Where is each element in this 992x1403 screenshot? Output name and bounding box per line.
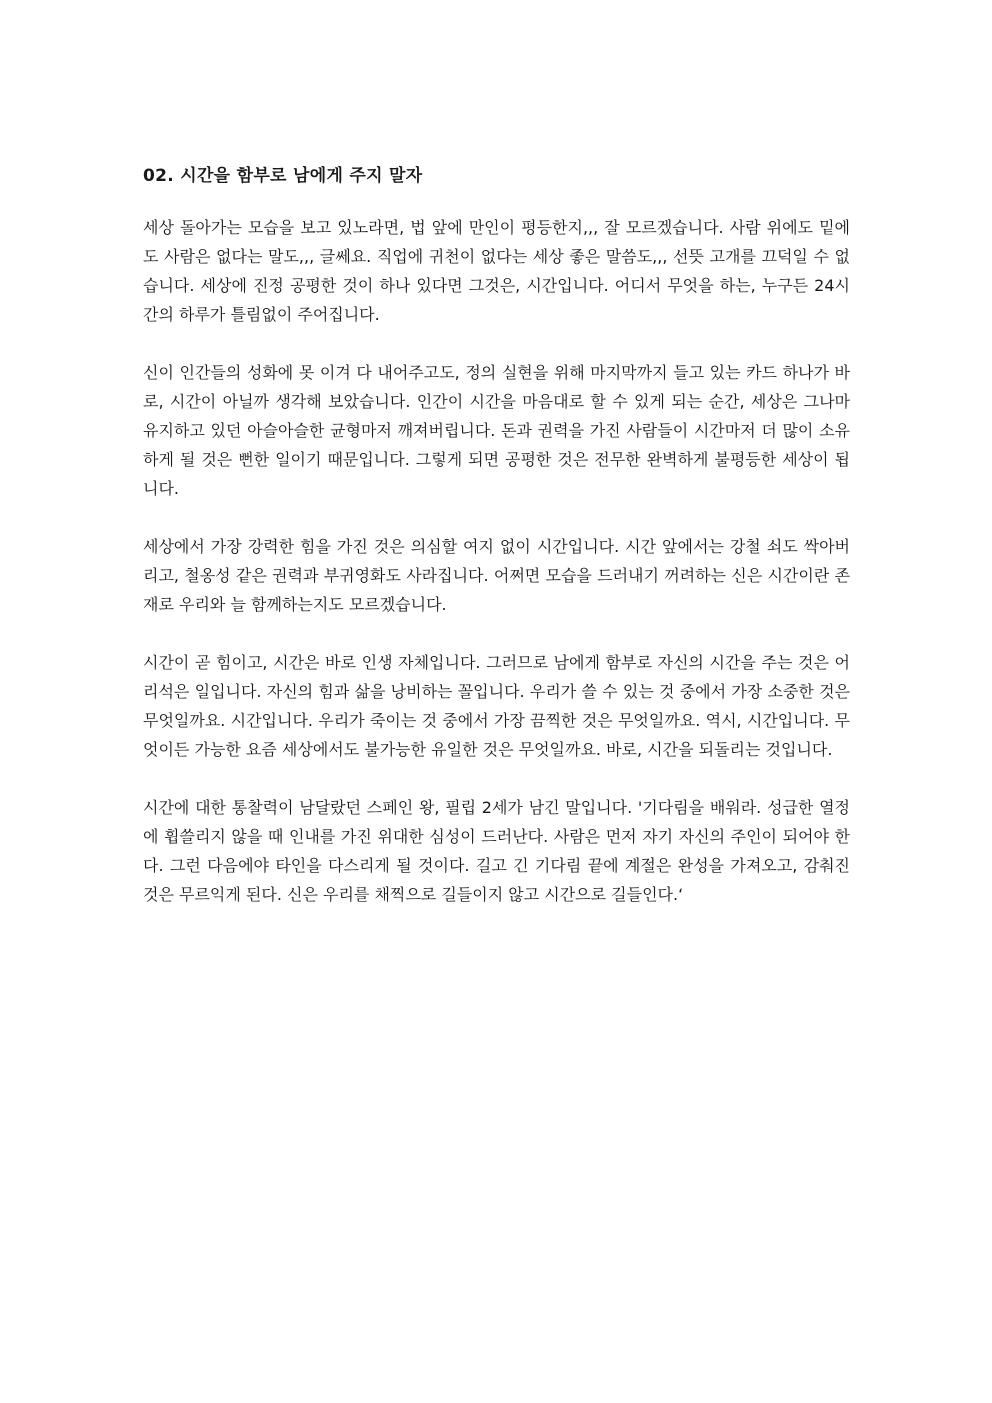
section-heading: 02. 시간을 함부로 남에게 주지 말자 (143, 166, 423, 186)
paragraph-5: 시간에 대한 통찰력이 남달랐던 스페인 왕, 필립 2세가 남긴 말입니다. '기다림을 배워라. 성급한 열정에 휩쓸리지 않을 때 인내를 가진 위대한 심성이 드러난다. 사람은 먼저 자기 자신의 주인이 되어야 한다. 그런 다음에야 타인을 다스리게 될 것이다. 길고 긴 기다림 끝에 계절은 완성을 가져오고, 감춰진 것은 무르익게 된다. 신은 우리를 채찍으로 길들이지 않고 시간으로 길들인다.‘ (143, 798, 850, 904)
paragraph-2: 신이 인간들의 성화에 못 이겨 다 내어주고도, 정의 실현을 위해 마지막까지 들고 있는 카드 하나가 바로, 시간이 아닐까 생각해 보았습니다. 인간이 시간을 마음대로 할 수 있게 되는 순간, 세상은 그나마 유지하고 있던 아슬아슬한 균형마저 깨져버립니다. 돈과 권력을 가진 사람들이 시간마저 더 많이 소유하게 될 것은 뻔한 일이기 때문입니다. 그렇게 되면 공평한 것은 전무한 완벽하게 불평등한 세상이 됩니다. (143, 363, 850, 498)
paragraph-4: 시간이 곧 힘이고, 시간은 바로 인생 자체입니다. 그러므로 남에게 함부로 자신의 시간을 주는 것은 어리석은 일입니다. 자신의 힘과 삶을 낭비하는 꼴입니다. 우리가 쓸 수 있는 것 중에서 가장 소중한 것은 무엇일까요. 시간입니다. 우리가 죽이는 것 중에서 가장 끔찍한 것은 무엇일까요. 역시, 시간입니다. 무엇이든 가능한 요즘 세상에서도 불가능한 유일한 것은 무엇일까요. 바로, 시간을 되돌리는 것입니다. (143, 653, 850, 759)
paragraph-3: 세상에서 가장 강력한 힘을 가진 것은 의심할 여지 없이 시간입니다. 시간 앞에서는 강철 쇠도 싹아버리고, 철옹성 같은 권력과 부귀영화도 사라집니다. 어쩌면 모습을 드러내기 꺼려하는 신은 시간이란 존재로 우리와 늘 함께하는지도 모르겠습니다. (143, 537, 850, 614)
paragraph-1: 세상 돌아가는 모습을 보고 있노라면, 법 앞에 만인이 평등한지,,, 잘 모르겠습니다. 사람 위에도 밑에도 사람은 없다는 말도,,, 글쎄요. 직업에 귀천이 없다는 세상 좋은 말씀도,,, 선뜻 고개를 끄덕일 수 없습니다. 세상에 진정 공평한 것이 하나 있다면 그것은, 시간입니다. 어디서 무엇을 하는, 누구든 24시간의 하루가 틀림없이 주어집니다. (143, 218, 850, 324)
document-body (143, 163, 850, 938)
